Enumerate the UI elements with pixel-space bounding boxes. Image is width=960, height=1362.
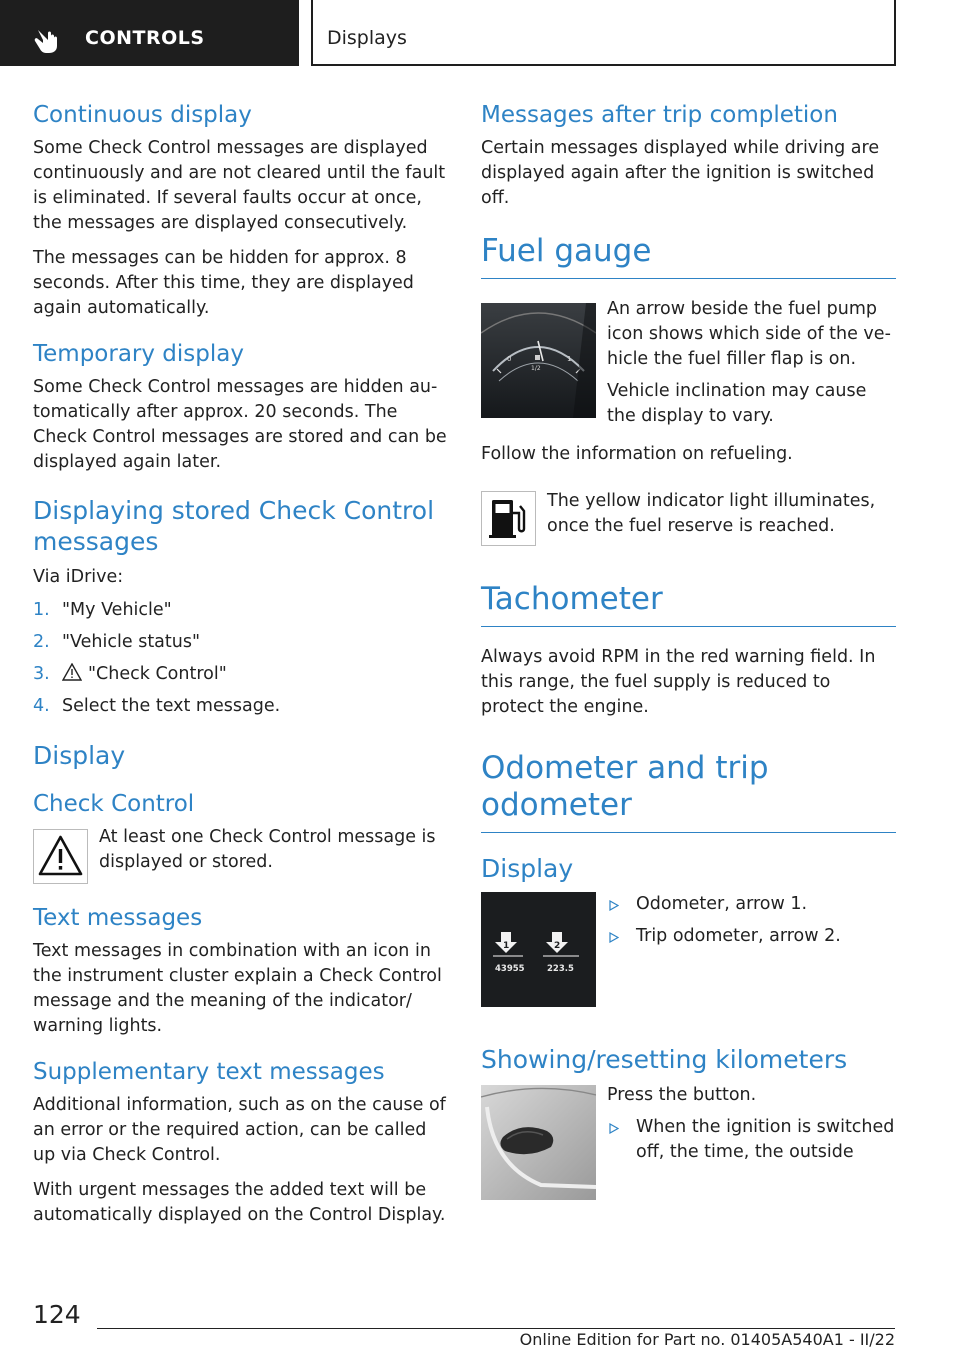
fuel-gauge-heading: Fuel gauge	[481, 233, 896, 279]
step-item: 4. Select the text message.	[33, 696, 281, 716]
supplementary-text-2: With urgent messages the added text will be automatically displayed on the Control Display.	[33, 1180, 446, 1225]
svg-text:43955: 43955	[495, 964, 525, 974]
continuous-display-text-2: The messages can be hidden for approx. 8 seconds. After this time, they are displayed again automatically.	[33, 248, 414, 318]
footer-divider	[97, 1328, 895, 1329]
step-item: 3. "Check Control"	[33, 664, 227, 684]
odometer-image	[481, 892, 596, 1007]
continuous-display-text-1: Some Check Control messages are displayed continuously and are not cleared until the fault is eliminated. If several faults occur at once, the messages are displayed consecutively.	[33, 138, 446, 233]
warning-triangle-icon	[62, 663, 82, 681]
temporary-display-text: Some Check Control messages are hidden automatically after approx. 20 seconds. The Check Control messages are stored and can be displayed again later.	[33, 377, 447, 472]
chapter-label: Displays	[327, 27, 407, 49]
fuel-gauge-text-1: An arrow beside the fuel pump icon shows which side of the vehicle the fuel filler flap is on.	[607, 299, 891, 369]
reset-text	[607, 1083, 896, 1165]
fuel-pump-icon	[481, 491, 536, 546]
pointing-hand-icon	[34, 26, 64, 54]
page-number: 124	[33, 1300, 81, 1329]
list-item: When the ignition is switched off, the time, the outside	[607, 1115, 896, 1165]
idrive-steps	[33, 598, 448, 719]
reset-heading: Showing/resetting kilometers	[481, 1045, 848, 1074]
reset-bullets	[607, 1115, 896, 1165]
odometer-heading: Odometer and trip odometer	[481, 750, 896, 833]
fuel-reserve-row	[481, 489, 896, 569]
step-item: 1. "My Vehicle"	[33, 600, 172, 620]
left-column	[33, 100, 448, 1228]
page-footer	[0, 1290, 960, 1362]
fuel-gauge-text	[607, 297, 896, 429]
text-messages-text: Text messages in combination with an icon in the instrument cluster explain a Check Control message and the meaning of the indicator/ warning lights.	[33, 941, 442, 1036]
check-control-heading: Check Control	[33, 791, 195, 817]
text-messages-heading: Text messages	[33, 905, 203, 931]
right-column	[481, 100, 896, 1213]
section-tab	[0, 0, 299, 66]
refueling-text: Follow the information on refueling.	[481, 444, 793, 464]
tachometer-text: Always avoid RPM in the red warning field. In this range, the fuel supply is reduced to protect the engine.	[481, 647, 876, 717]
list-item: Trip odometer, arrow 2.	[607, 924, 896, 949]
fuel-gauge-image	[481, 303, 596, 418]
svg-text:2: 2	[554, 941, 561, 951]
after-trip-heading: Messages after trip completion	[481, 102, 838, 128]
chapter-tab	[311, 0, 896, 66]
list-item: Odometer, arrow 1.	[607, 892, 896, 917]
bullet-triangle-icon	[609, 932, 619, 943]
bullet-triangle-icon	[609, 1123, 619, 1134]
temporary-display-heading: Temporary display	[33, 341, 244, 367]
bullet-triangle-icon	[609, 900, 619, 911]
svg-text:0: 0	[507, 355, 512, 363]
odometer-bullets	[607, 892, 896, 949]
check-control-warning-icon	[33, 829, 88, 884]
fuel-gauge-row	[481, 297, 896, 447]
continuous-display-heading: Continuous display	[33, 102, 252, 128]
display-heading: Display	[33, 741, 126, 770]
stored-messages-heading: Displaying stored Check Control messages	[33, 496, 435, 556]
supplementary-text-1: Additional information, such as on the cause of an error or the required action, can be called up via Check Control.	[33, 1095, 446, 1165]
edition-text: Online Edition for Part no. 01405A540A1 - II/22	[519, 1330, 895, 1349]
odometer-row	[481, 892, 896, 1040]
fuel-reserve-text: The yellow indicator light illuminates, once the fuel reserve is reached.	[547, 491, 876, 536]
stored-messages-intro: Via iDrive:	[33, 567, 124, 587]
step-item: 2. "Vehicle status"	[33, 632, 201, 652]
svg-text:1: 1	[503, 941, 510, 951]
odometer-display-heading: Display	[481, 854, 574, 883]
fuel-gauge-text-2: Vehicle inclination may cause the display to vary.	[607, 381, 867, 426]
after-trip-text: Certain messages displayed while driving are displayed again after the ignition is switched off.	[481, 138, 880, 208]
svg-text:1: 1	[567, 355, 572, 363]
reset-row	[481, 1083, 896, 1213]
svg-text:1/2: 1/2	[531, 365, 541, 372]
svg-text:223.5: 223.5	[547, 964, 574, 974]
reset-instruction: Press the button.	[607, 1085, 757, 1105]
check-control-row	[33, 825, 448, 895]
tachometer-heading: Tachometer	[481, 581, 896, 627]
section-label: CONTROLS	[85, 27, 205, 49]
supplementary-heading: Supplementary text messages	[33, 1059, 385, 1085]
reset-button-image	[481, 1085, 596, 1200]
page-header	[0, 0, 960, 66]
check-control-text: At least one Check Control message is displayed or stored.	[99, 827, 436, 872]
